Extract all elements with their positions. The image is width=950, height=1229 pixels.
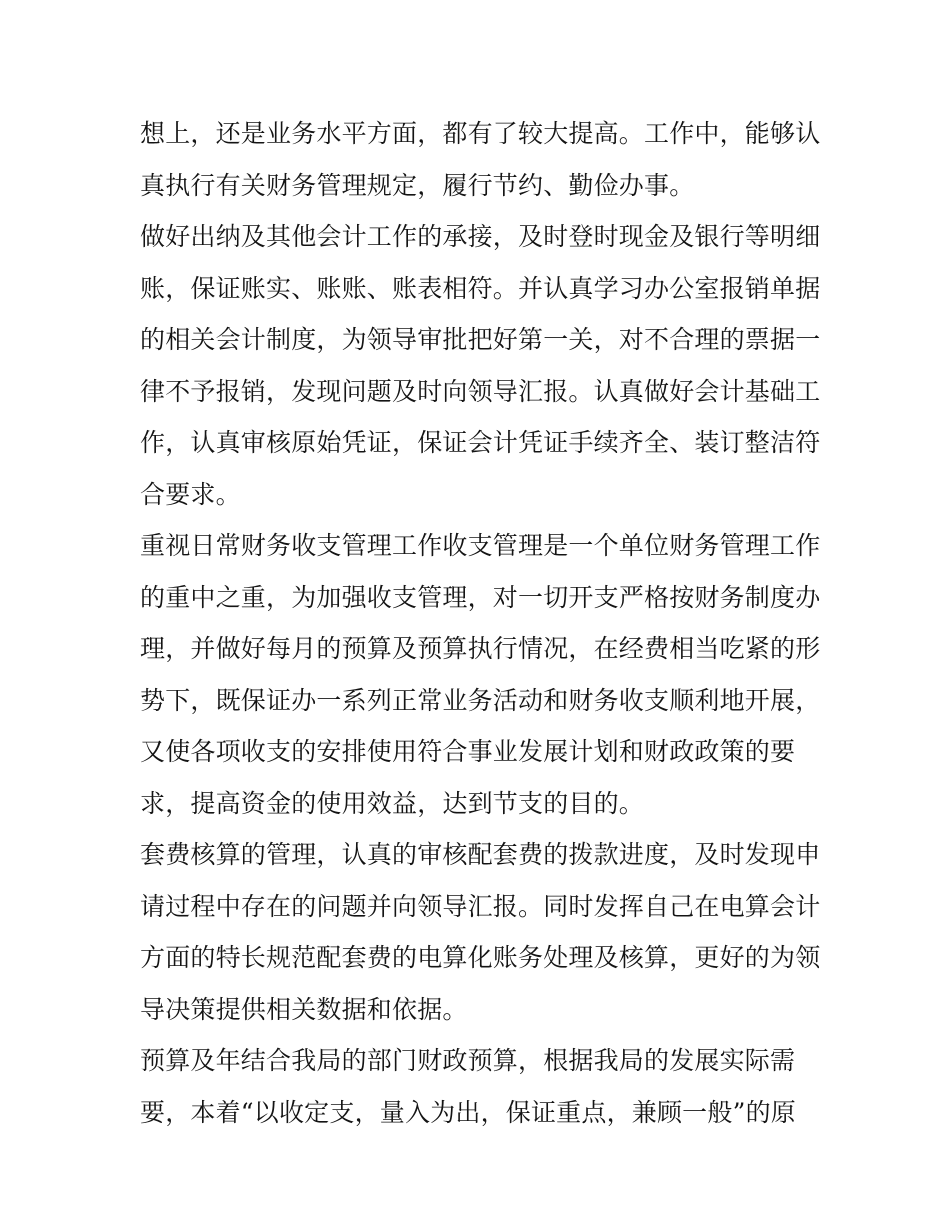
text-line: 真执行有关财务管理规定，履行节约、勤俭办事。 (140, 170, 695, 200)
text-line: 导决策提供相关数据和依据。 (140, 994, 468, 1024)
text-line: 势下，既保证办一系列正常业务活动和财务收支顺利地开展， (140, 685, 821, 715)
text-line: 预算及年结合我局的部门财政预算，根据我局的发展实际需 (140, 1046, 796, 1075)
text-line: 的重中之重，为加强收支管理，对一切开支严格按财务制度办 (140, 582, 821, 612)
text-line: 理，并做好每月的预算及预算执行情况，在经费相当吃紧的形 (140, 634, 821, 663)
text-line: 要，本着“以收定支，量入为出，保证重点，兼顾一般”的原 (140, 1097, 796, 1127)
text-line: 合要求。 (140, 479, 241, 509)
text-line: 账，保证账实、账账、账表相符。并认真学习办公室报销单据 (140, 273, 821, 303)
document-body (140, 108, 820, 1138)
text-line: 作，认真审核原始凭证，保证会计凭证手续齐全、装订整洁符 (140, 428, 821, 457)
text-line: 套费核算的管理，认真的审核配套费的拨款进度，及时发现申 (140, 840, 821, 869)
text-line: 的相关会计制度，为领导审批把好第一关，对不合理的票据一 (140, 325, 821, 354)
text-line: 又使各项收支的安排使用符合事业发展计划和财政政策的要 (140, 737, 796, 766)
text-line: 方面的特长规范配套费的电算化账务处理及核算，更好的为领 (140, 943, 821, 972)
text-line: 想上，还是业务水平方面，都有了较大提高。工作中，能够认 (140, 119, 821, 148)
text-line: 请过程中存在的问题并向领导汇报。同时发挥自己在电算会计 (140, 891, 821, 921)
text-line: 求，提高资金的使用效益，达到节支的目的。 (140, 788, 645, 818)
text-line: 做好出纳及其他会计工作的承接，及时登时现金及银行等明细 (140, 222, 821, 251)
text-line: 律不予报销，发现问题及时向领导汇报。认真做好会计基础工 (140, 376, 821, 406)
text-line: 重视日常财务收支管理工作收支管理是一个单位财务管理工作 (140, 531, 821, 560)
